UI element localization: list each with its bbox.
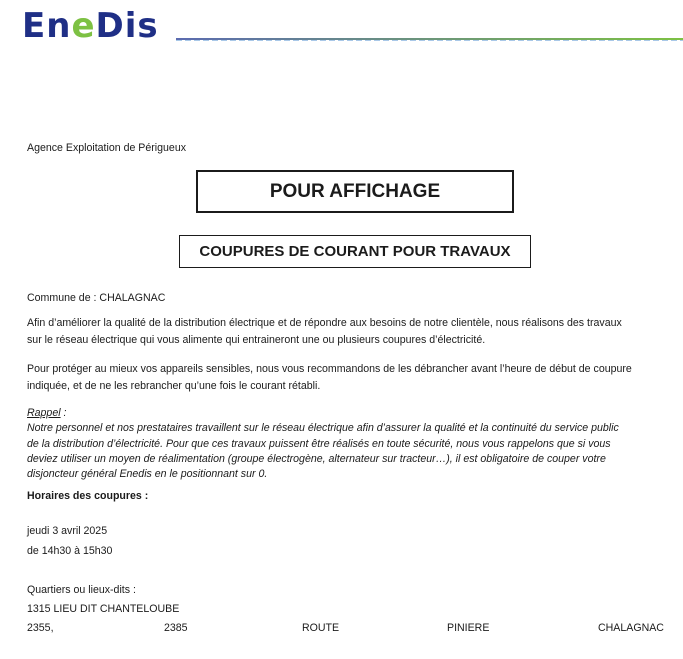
logo-text-part2: Dis — [95, 6, 159, 46]
rappel-line: de la distribution d’électricité. Pour que ces travaux puissent être réalisés en toute sécurité, nous vous rappelons que si vous — [27, 437, 611, 450]
heading-pour-affichage-text: POUR AFFICHAGE — [269, 180, 441, 202]
enedis-logo — [22, 6, 159, 46]
rappel-block — [27, 406, 667, 482]
heading-coupures-text: COUPURES DE COURANT POUR TRAVAUX — [199, 243, 511, 260]
paragraph-line: Pour protéger au mieux vos appareils sensibles, nous vous recommandons de les débrancher avant l’heure de début de coupure — [27, 363, 632, 375]
address-street-name: PINIERE — [447, 622, 490, 634]
rappel-label: Rappel — [27, 407, 61, 419]
rappel-line: disjoncteur général Enedis en le positionnant sur 0. — [27, 468, 268, 481]
paragraph-line: indiquée, et de ne les rebrancher qu’une fois le courant rétabli. — [27, 380, 321, 392]
quartiers-title: Quartiers ou lieux-dits : — [27, 584, 136, 596]
lieu-dit: 1315 LIEU DIT CHANTELOUBE — [27, 603, 180, 615]
address-number-2: 2385 — [164, 622, 188, 634]
rappel-line: Notre personnel et nos prestataires travaillent sur le réseau électrique afin d’assurer la qualité et la continuité du service public — [27, 422, 619, 435]
rappel-line: deviez utiliser un moyen de réalimentation (groupe électrogène, alternateur sur tracteur…), il est obligatoire de couper votre — [27, 452, 606, 465]
agency-name: Agence Exploitation de Périgueux — [27, 142, 187, 154]
heading-pour-affichage — [196, 170, 514, 213]
paragraph-ameliorer — [27, 315, 667, 349]
heading-coupures — [179, 235, 531, 268]
address-number-1: 2355, — [27, 622, 54, 634]
paragraph-line: sur le réseau électrique qui vous alimente qui entraineront une ou plusieurs coupures d’électricité. — [27, 334, 486, 346]
logo-text-accent: e — [71, 6, 96, 46]
horaires-title: Horaires des coupures : — [27, 490, 149, 502]
logo-text-part1: En — [22, 6, 72, 46]
paragraph-line: Afin d’améliorer la qualité de la distribution électrique et de répondre aux besoins de notre clientèle, nous réalisons des travaux — [27, 317, 622, 329]
logo-divider-dotted — [176, 40, 683, 41]
outage-date: jeudi 3 avril 2025 — [27, 525, 108, 537]
address-street-type: ROUTE — [302, 622, 340, 634]
rappel-heading — [27, 406, 667, 421]
address-commune: CHALAGNAC — [598, 622, 664, 634]
paragraph-proteger — [27, 361, 667, 395]
commune-label: Commune de : CHALAGNAC — [27, 292, 166, 304]
rappel-colon: : — [60, 407, 67, 419]
outage-time: de 14h30 à 15h30 — [27, 545, 113, 557]
